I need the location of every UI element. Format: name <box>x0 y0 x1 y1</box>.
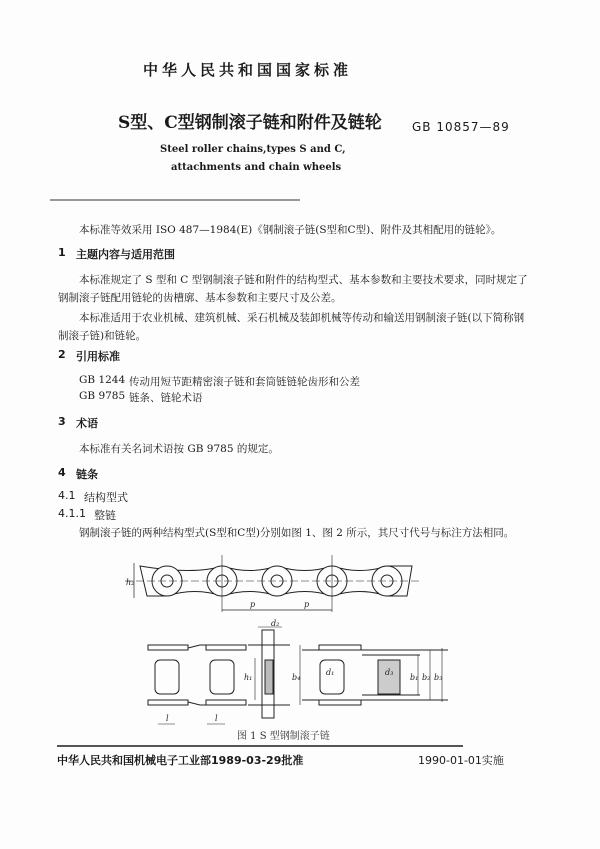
standard-number: GB 10857—89 <box>412 120 510 134</box>
s4-paragraph: 钢制滚子链的两种结构型式(S型和C型)分别如图 1、图 2 所示，其尺寸代号与标注方法相同。 <box>79 527 515 539</box>
ref-1-code: GB 1244 <box>79 374 126 386</box>
section-4-1-number: 4.1 <box>58 489 76 502</box>
ref-1-text: 传动用短节距精密滚子链和套筒链链轮齿形和公差 <box>129 376 360 388</box>
footer-rule <box>57 745 463 747</box>
chain-side-view <box>125 555 420 612</box>
approval-line: 中华人民共和国机械电子工业部1989-03-29批准 <box>57 754 304 767</box>
figure-1-caption: 图 1 S 型钢制滚子链 <box>237 731 330 742</box>
section-2-title: 引用标准 <box>76 350 120 363</box>
effective-date: 1990-01-01实施 <box>418 754 504 767</box>
national-standard-header: 中华人民共和国国家标准 <box>143 61 353 79</box>
section-4-1-1-number: 4.1.1 <box>58 507 86 520</box>
label-h2: h₂ <box>126 578 135 587</box>
s1-p1-line1: 本标准规定了 S 型和 C 型钢制滚子链和附件的结构型式、基本参数和主要技术要求，同时规定了 <box>79 274 528 286</box>
section-4-1-title: 结构型式 <box>84 491 128 504</box>
label-b4: b₄ <box>292 673 301 682</box>
english-title-line-2: attachments and chain wheels <box>171 162 342 173</box>
label-d3: d₃ <box>385 668 394 677</box>
ref-2-code: GB 9785 <box>79 390 126 402</box>
label-p-2: p <box>304 600 310 609</box>
label-h1: h₁ <box>244 673 253 682</box>
label-l-2: l <box>215 714 218 723</box>
section-1-title: 主题内容与适用范围 <box>76 248 175 261</box>
section-3-number: 3 <box>58 415 66 428</box>
label-b3: b₃ <box>434 673 443 682</box>
section-2-number: 2 <box>58 348 66 361</box>
label-b2: b₂ <box>422 673 431 682</box>
label-l-1: l <box>166 714 169 723</box>
document-title: S型、C型钢制滚子链和附件及链轮 <box>118 113 382 133</box>
intro-paragraph: 本标准等效采用 ISO 487—1984(E)《钢制滚子链(S型和C型)、附件及其相配用的链轮》。 <box>79 224 502 236</box>
section-4-1-1-title: 整链 <box>94 509 116 522</box>
section-1-number: 1 <box>58 246 66 259</box>
s1-p1-line2: 钢制滚子链配用链轮的齿槽廓、基本参数和主要尺寸及公差。 <box>58 292 342 304</box>
s1-p2-line1: 本标准适用于农业机械、建筑机械、采石机械及装卸机械等传动和输送用钢制滚子链(以下简称钢 <box>79 312 525 324</box>
label-p-1: p <box>250 600 256 609</box>
section-4-number: 4 <box>58 466 66 479</box>
section-4-title: 链条 <box>76 468 98 481</box>
label-d2: d₂ <box>271 619 280 628</box>
label-d1: d₁ <box>326 668 335 677</box>
ref-2-text: 链条、链轮术语 <box>129 392 203 404</box>
s1-p2-line2: 制滚子链)和链轮。 <box>58 330 147 342</box>
s3-paragraph: 本标准有关名词术语按 GB 9785 的规定。 <box>79 443 279 455</box>
english-title-line-1: Steel roller chains,types S and C, <box>160 144 346 155</box>
label-b1: b₁ <box>410 673 419 682</box>
section-3-title: 术语 <box>76 417 98 430</box>
